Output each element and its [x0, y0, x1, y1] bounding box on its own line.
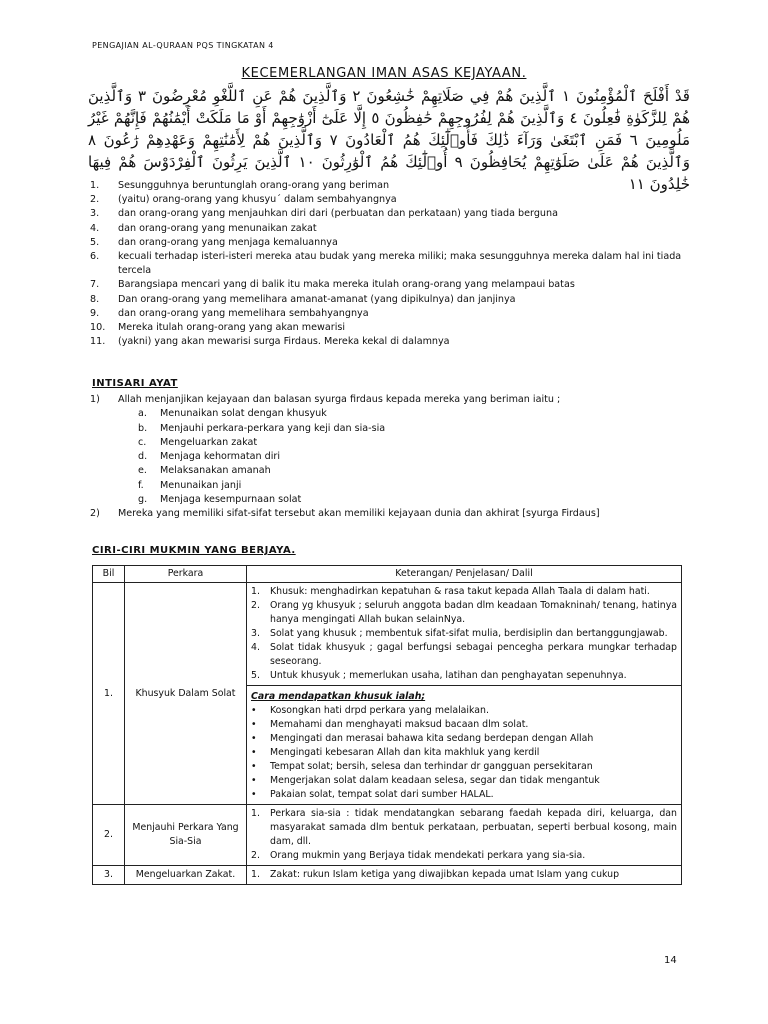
- point-number: 1): [90, 394, 100, 405]
- cara-text: Pakaian solat, tempat solat dari sumber HALAL.: [270, 789, 494, 800]
- item-number: 11.: [90, 336, 106, 348]
- item-number: 5.: [90, 236, 100, 248]
- ciri-heading: CIRI-CIRI MUKMIN YANG BERJAYA.: [92, 545, 296, 556]
- cell-bil: 1.: [93, 583, 125, 805]
- cell-keterangan: [247, 583, 682, 805]
- item-text: dan orang-orang yang menjaga kemaluannya: [118, 236, 338, 248]
- item-text: Dan orang-orang yang memelihara amanat-amanat (yang dipikulnya) dan janjinya: [118, 293, 516, 305]
- point-text: Allah menjanjikan kejayaan dan balasan syurga firdaus kepada mereka yang beriman iaitu ;: [118, 394, 561, 405]
- column-header-keterangan: Keterangan/ Penjelasan/ Dalil: [247, 566, 682, 583]
- item-text: dan orang-orang yang menjauhkan diri dari (perbuatan dan perkataan) yang tiada berguna: [118, 208, 558, 220]
- cara-item: [251, 732, 677, 746]
- cell-perkara: Khusyuk Dalam Solat: [125, 583, 247, 805]
- table-row: [93, 866, 682, 885]
- translation-item: [90, 293, 690, 307]
- cell-keterangan: [247, 866, 682, 885]
- translation-item: [90, 307, 690, 321]
- item-text: Barangsiapa mencari yang di balik itu maka mereka itulah orang-orang yang melampaui batas: [118, 279, 575, 291]
- translation-item: [90, 236, 690, 250]
- item-text: (yakni) yang akan mewarisi surga Firdaus. Mereka kekal di dalamnya: [118, 336, 450, 348]
- translation-item: [90, 222, 690, 236]
- page-number: 14: [664, 955, 677, 966]
- translation-item: [90, 335, 690, 349]
- point-text: Mereka yang memiliki sifat-sifat tersebut akan memiliki kejayaan dunia dan akhirat [syurga Firdaus]: [118, 508, 600, 520]
- column-header-bil: Bil: [93, 566, 125, 583]
- intisari-heading: INTISARI AYAT: [92, 378, 178, 389]
- subpoint-letter: c.: [138, 436, 147, 448]
- translation-item: [90, 250, 690, 278]
- cara-item: [251, 746, 677, 760]
- subpoint-item: [90, 479, 690, 493]
- cara-text: Memahami dan menghayati maksud bacaan dlm solat.: [270, 719, 529, 730]
- table-header-row: [93, 566, 682, 583]
- bullet-icon: •: [251, 775, 257, 786]
- cara-text: Mengerjakan solat dalam keadaan selesa, segar dan tidak mengantuk: [270, 775, 600, 786]
- cara-item: [251, 788, 677, 802]
- subpoint-item: [90, 464, 690, 478]
- cell-bil: 3.: [93, 866, 125, 885]
- point-number: 2): [90, 508, 100, 520]
- subpoint-letter: g.: [138, 494, 148, 506]
- keterangan-point: [251, 599, 677, 627]
- item-number: 6.: [90, 251, 100, 263]
- subpoint-text: Menjaga kehormatan diri: [160, 451, 281, 463]
- item-number: 10.: [90, 322, 106, 334]
- item-text: dan orang-orang yang memelihara sembahyangnya: [118, 307, 369, 319]
- point-number: 1.: [251, 586, 260, 597]
- item-number: 7.: [90, 279, 100, 291]
- subpoint-text: Menjauhi perkara-perkara yang keji dan sia-sia: [160, 422, 386, 434]
- point-text: Orang yg khusyuk ; seluruh anggota badan dlm keadaan Tomakninah/ tenang, hatinya hanya mengingati Allah bukan selainNya.: [270, 600, 677, 625]
- point-number: 3.: [251, 628, 260, 639]
- cara-heading: Cara mendapatkan khusuk ialah;: [251, 691, 426, 702]
- cara-item: [251, 760, 677, 774]
- table-row: [93, 583, 682, 805]
- intisari-section: [90, 393, 690, 522]
- table-row: [93, 805, 682, 866]
- intisari-point-2: [90, 507, 690, 521]
- subpoint-letter: b.: [138, 422, 148, 434]
- item-number: 9.: [90, 307, 100, 319]
- translation-list: [90, 179, 690, 349]
- cell-keterangan: [247, 805, 682, 866]
- intisari-subpoints: [90, 407, 690, 507]
- point-text: Solat tidak khusyuk ; gagal berfungsi sebagai pencegha perkara mungkar terhadap seseorang.: [270, 642, 677, 667]
- point-text: Khusuk: menghadirkan kepatuhan & rasa takut kepada Allah Taala di dalam hati.: [270, 586, 650, 597]
- cell-perkara: Menjauhi Perkara Yang Sia-Sia: [125, 805, 247, 866]
- point-text: Untuk khusyuk ; memerlukan usaha, latihan dan penghayatan sepenuhnya.: [270, 670, 627, 681]
- keterangan-point: [251, 641, 677, 669]
- item-text: kecuali terhadap isteri-isteri mereka atau budak yang mereka miliki; maka sesungguhnya mereka dalam hal ini tiada tercela: [118, 251, 682, 277]
- cara-item: [251, 718, 677, 732]
- keterangan-point: [251, 669, 677, 683]
- bullet-icon: •: [251, 747, 257, 758]
- bullet-icon: •: [251, 705, 257, 716]
- subpoint-text: Menunaikan janji: [160, 479, 242, 491]
- cara-text: Tempat solat; bersih, selesa dan terhindar dr gangguan persekitaran: [270, 761, 593, 772]
- subpoint-letter: a.: [138, 408, 147, 420]
- item-text: dan orang-orang yang menunaikan zakat: [118, 222, 317, 234]
- cara-text: Mengingati kebesaran Allah dan kita makhluk yang kerdil: [270, 747, 540, 758]
- page-title: KECEMERLANGAN IMAN ASAS KEJAYAAN.: [241, 66, 527, 81]
- point-number: 1.: [251, 808, 260, 819]
- point-text: Solat yang khusuk ; membentuk sifat-sifat mulia, berdisiplin dan bertanggungjawab.: [270, 628, 668, 639]
- subpoint-text: Menunaikan solat dengan khusyuk: [160, 408, 327, 420]
- translation-item: [90, 193, 690, 207]
- subpoint-item: [90, 436, 690, 450]
- cell-divider: [247, 685, 681, 686]
- column-header-perkara: Perkara: [125, 566, 247, 583]
- subpoint-letter: f.: [138, 479, 144, 491]
- item-number: 2.: [90, 194, 100, 206]
- subpoint-item: [90, 450, 690, 464]
- subpoint-letter: d.: [138, 451, 148, 463]
- translation-item: [90, 179, 690, 193]
- point-text: Orang mukmin yang Berjaya tidak mendekati perkara yang sia-sia.: [270, 850, 586, 861]
- point-number: 5.: [251, 670, 260, 681]
- keterangan-point: [251, 868, 677, 882]
- item-number: 4.: [90, 222, 100, 234]
- arabic-verses: قَدْ أَفْلَحَ ٱلْمُؤْمِنُونَ ١ ٱلَّذِينَ هُمْ فِي صَلَاتِهِمْ خَٰشِعُونَ ٢ وَٱلَّذِينَ هُمْ عَنِ ٱللَّغْوِ مُعْرِضُونَ ٣ وَٱلَّذِينَ هُمْ لِلزَّكَوٰةِ فَٰعِلُونَ ٤ وَٱلَّذِينَ هُمْ لِفُرُوجِهِمْ حَٰفِظُونَ ٥ إِلَّا عَلَىٰٓ أَزْوَٰجِهِمْ أَوْ مَا مَلَكَتْ أَيْمَٰنُهُمْ فَإِنَّهُمْ غَيْرُ مَلُومِينَ ٦ فَمَنِ ٱبْتَغَىٰ وَرَآءَ ذَٰلِكَ فَأُو۟لَٰٓئِكَ هُمُ ٱلْعَادُونَ ٧ وَٱلَّذِينَ هُمْ لِأَمَٰنَٰتِهِمْ وَعَهْدِهِمْ رَٰعُونَ ٨ وَٱلَّذِينَ هُمْ عَلَىٰ صَلَوَٰتِهِمْ يُحَافِظُونَ ٩ أُو۟لَٰٓئِكَ هُمُ ٱلْوَٰرِثُونَ ١٠ ٱلَّذِينَ يَرِثُونَ ٱلْفِرْدَوْسَ هُمْ فِيهَا خَٰلِدُونَ ١١: [88, 87, 690, 193]
- subpoint-letter: e.: [138, 465, 147, 477]
- bullet-icon: •: [251, 733, 257, 744]
- point-number: 2.: [251, 600, 260, 611]
- subpoint-item: [90, 422, 690, 436]
- translation-item: [90, 321, 690, 335]
- bullet-icon: •: [251, 761, 257, 772]
- item-text: Mereka itulah orang-orang yang akan mewarisi: [118, 322, 346, 334]
- cara-item: [251, 704, 677, 718]
- keterangan-point: [251, 849, 677, 863]
- subpoint-text: Mengeluarkan zakat: [160, 436, 258, 448]
- item-number: 1.: [90, 180, 100, 191]
- bullet-icon: •: [251, 719, 257, 730]
- running-header: PENGAJIAN AL-QURAAN PQS TINGKATAN 4: [92, 41, 274, 50]
- point-number: 2.: [251, 850, 260, 861]
- cell-bil: 2.: [93, 805, 125, 866]
- keterangan-point: [251, 585, 677, 599]
- item-number: 8.: [90, 293, 100, 305]
- cara-text: Mengingati dan merasai bahawa kita sedang berdepan dengan Allah: [270, 733, 594, 744]
- subpoint-text: Menjaga kesempurnaan solat: [160, 494, 302, 506]
- keterangan-point: [251, 627, 677, 641]
- item-number: 3.: [90, 208, 100, 220]
- cara-item: [251, 774, 677, 788]
- keterangan-point: [251, 807, 677, 849]
- subpoint-item: [90, 407, 690, 421]
- item-text: Sesungguhnya beruntunglah orang-orang yang beriman: [118, 180, 390, 191]
- intisari-point-1: [90, 393, 690, 407]
- bullet-icon: •: [251, 789, 257, 800]
- translation-item: [90, 207, 690, 221]
- point-number: 1.: [251, 869, 260, 880]
- point-text: Perkara sia-sia : tidak mendatangkan sebarang faedah kepada diri, keluarga, dan masyarakat samada dlm bentuk perkataan, perbuatan, seperti berbual kosong, main dam, dll.: [270, 808, 677, 847]
- translation-item: [90, 278, 690, 292]
- subpoint-text: Melaksanakan amanah: [160, 465, 271, 477]
- point-text: Zakat: rukun Islam ketiga yang diwajibkan kepada umat Islam yang cukup: [270, 869, 620, 880]
- cara-text: Kosongkan hati drpd perkara yang melalaikan.: [270, 705, 489, 716]
- item-text: (yaitu) orang-orang yang khusyu´ dalam sembahyangnya: [118, 194, 397, 206]
- ciri-table: [92, 565, 682, 885]
- subpoint-item: [90, 493, 690, 507]
- cell-perkara: Mengeluarkan Zakat.: [125, 866, 247, 885]
- point-number: 4.: [251, 642, 260, 653]
